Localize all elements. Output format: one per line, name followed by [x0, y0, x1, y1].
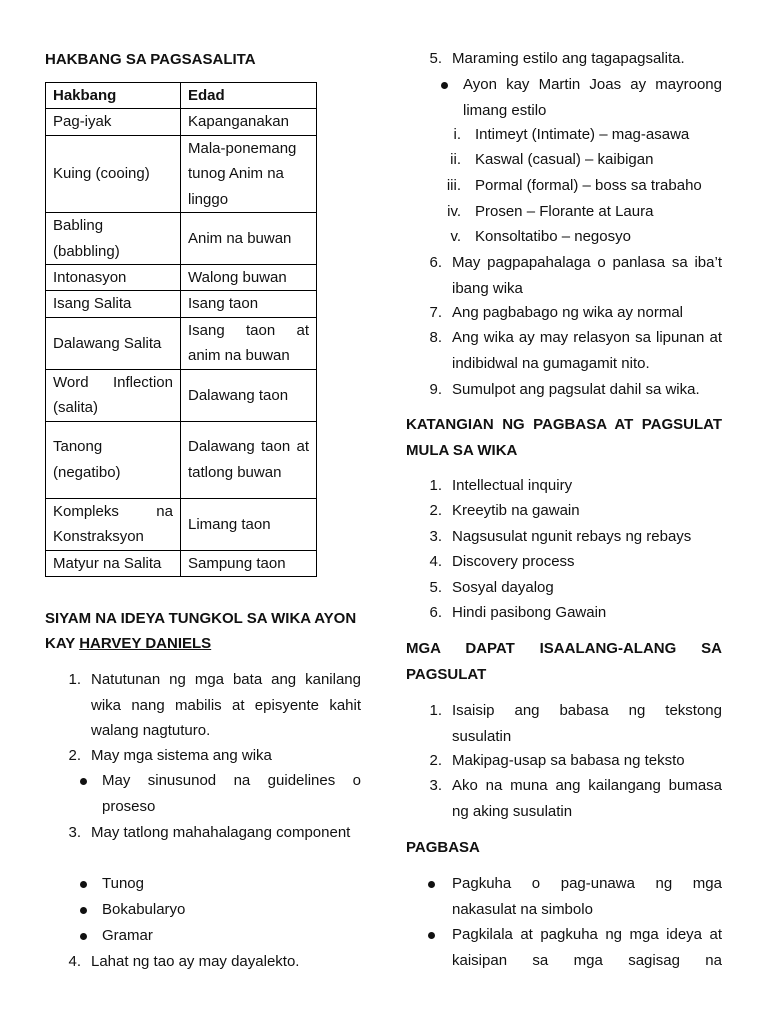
list-item: Ang wika ay may relasyon sa lipunan at indibidwal na gumagamit nito.	[452, 329, 722, 372]
list-item: Kaswal (casual) – kaibigan	[475, 151, 654, 168]
cell: Isang taon	[181, 291, 317, 317]
table-header-row	[46, 83, 317, 109]
list-number: 6.	[429, 604, 442, 621]
list-item: Kreeytib na gawain	[452, 502, 580, 519]
table-row	[46, 317, 317, 369]
list-number: 2.	[68, 747, 81, 764]
section-title-dapat: MGA DAPAT ISAALANG-ALANG SA PAGSULAT	[406, 640, 722, 683]
list-number: 3.	[429, 777, 442, 794]
list-item: Pormal (formal) – boss sa trabaho	[475, 177, 702, 194]
list-item: Intellectual inquiry	[452, 477, 573, 494]
table-row	[46, 369, 317, 421]
section-title-pagbasa: PAGBASA	[406, 839, 480, 856]
list-number: 4.	[68, 953, 81, 970]
cell: Kuing (cooing)	[46, 135, 181, 212]
list-item: Natutunan ng mga bata ang kanilang wika nang mabilis at episyente kahit walang nagtuturo.	[91, 671, 361, 740]
list-item: Gramar	[102, 927, 153, 944]
list-item: Pagkuha o pag-unawa ng mga nakasulat na simbolo	[452, 875, 722, 918]
hakbang-table	[45, 82, 317, 577]
table-row	[46, 421, 317, 498]
list-number: 2.	[429, 502, 442, 519]
list-item: Ang pagbabago ng wika ay normal	[452, 304, 683, 321]
cell: Mala-ponemang tunog Anim na linggo	[181, 135, 317, 212]
table-row	[46, 213, 317, 265]
cell: Intonasyon	[46, 265, 181, 291]
list-item: May tatlong mahahalagang component	[91, 824, 351, 841]
list-item: Lahat ng tao ay may dayalekto.	[91, 953, 300, 970]
list-number: 1.	[429, 702, 442, 719]
harvey-daniels-link-text: HARVEY DANIELS	[79, 635, 212, 652]
list-item: Bokabularyo	[102, 901, 186, 918]
list-item: Makipag-usap sa babasa ng teksto	[452, 752, 685, 769]
list-number: 1.	[429, 477, 442, 494]
cell: Isang taon at anim na buwan	[181, 317, 317, 369]
section-title-ideya-line2	[45, 631, 211, 657]
bullet-icon	[428, 932, 435, 939]
header-hakbang: Hakbang	[46, 83, 181, 109]
bullet-icon	[80, 881, 87, 888]
list-item: May pagpapahalaga o panlasa sa iba’t ibang wika	[452, 254, 722, 297]
bullet-icon	[80, 778, 87, 785]
list-number: 8.	[429, 329, 442, 346]
list-item: May mga sistema ang wika	[91, 747, 272, 764]
roman-numeral: iii.	[446, 177, 461, 194]
section-title-ideya-line1: SIYAM NA IDEYA TUNGKOL SA WIKA AYON	[45, 610, 357, 627]
list-number: 2.	[429, 752, 442, 769]
list-item: Pagkilala at pagkuha ng mga ideya at kaisipan sa mga sagisag na	[452, 926, 722, 969]
list-number: 3.	[68, 824, 81, 841]
table-row	[46, 291, 317, 317]
list-item: Discovery process	[452, 553, 575, 570]
list-item: Nagsusulat ngunit rebays ng rebays	[452, 528, 692, 545]
roman-numeral: ii.	[450, 151, 461, 168]
roman-numeral: iv.	[447, 203, 461, 220]
cell: Dalawang Salita	[46, 317, 181, 369]
list-item: Hindi pasibong Gawain	[452, 604, 607, 621]
table-row	[46, 550, 317, 576]
ideya-title-prefix: KAY	[45, 635, 80, 652]
list-item: Sosyal dayalog	[452, 579, 554, 596]
cell: Kompleks na Konstraksyon	[46, 498, 181, 550]
cell: Limang taon	[181, 498, 317, 550]
cell: Tanong (negatibo)	[46, 421, 181, 498]
list-item: Maraming estilo ang tagapagsalita.	[452, 50, 685, 67]
list-number: 7.	[429, 304, 442, 321]
bullet-icon	[80, 907, 87, 914]
header-edad: Edad	[181, 83, 317, 109]
roman-numeral: i.	[453, 126, 461, 143]
list-item: May sinusunod na guidelines o proseso	[102, 772, 361, 815]
cell: Anim na buwan	[181, 213, 317, 265]
list-item: Intimeyt (Intimate) – mag-asawa	[475, 126, 690, 143]
list-number: 1.	[68, 671, 81, 688]
cell: Isang Salita	[46, 291, 181, 317]
cell: Dalawang taon at tatlong buwan	[181, 421, 317, 498]
table-row	[46, 265, 317, 291]
bullet-icon	[428, 881, 435, 888]
list-number: 6.	[429, 254, 442, 271]
cell: Kapanganakan	[181, 109, 317, 135]
cell: Matyur na Salita	[46, 550, 181, 576]
list-number: 9.	[429, 381, 442, 398]
cell: Word Inflection (salita)	[46, 369, 181, 421]
list-item: Isaisip ang babasa ng tekstong susulatin	[452, 702, 722, 745]
table-row	[46, 135, 317, 212]
bullet-icon	[441, 82, 448, 89]
cell: Dalawang taon	[181, 369, 317, 421]
section-title-hakbang: HAKBANG SA PAGSASALITA	[45, 51, 256, 68]
list-item: Sumulpot ang pagsulat dahil sa wika.	[452, 381, 700, 398]
list-item: Ayon kay Martin Joas ay mayroong limang estilo	[463, 76, 722, 119]
list-number: 4.	[429, 553, 442, 570]
cell: Pag-iyak	[46, 109, 181, 135]
roman-numeral: v.	[450, 228, 461, 245]
list-item: Prosen – Florante at Laura	[475, 203, 654, 220]
list-number: 3.	[429, 528, 442, 545]
table-row	[46, 498, 317, 550]
cell: Walong buwan	[181, 265, 317, 291]
list-item: Konsoltatibo – negosyo	[475, 228, 631, 245]
list-item: Tunog	[102, 875, 144, 892]
section-title-katangian: KATANGIAN NG PAGBASA AT PAGSULAT MULA SA WIKA	[406, 416, 722, 459]
cell: Sampung taon	[181, 550, 317, 576]
table-row	[46, 109, 317, 135]
list-number: 5.	[429, 50, 442, 67]
bullet-icon	[80, 933, 87, 940]
list-number: 5.	[429, 579, 442, 596]
cell: Babling (babbling)	[46, 213, 181, 265]
list-item: Ako na muna ang kailangang bumasa ng aking susulatin	[452, 777, 722, 820]
